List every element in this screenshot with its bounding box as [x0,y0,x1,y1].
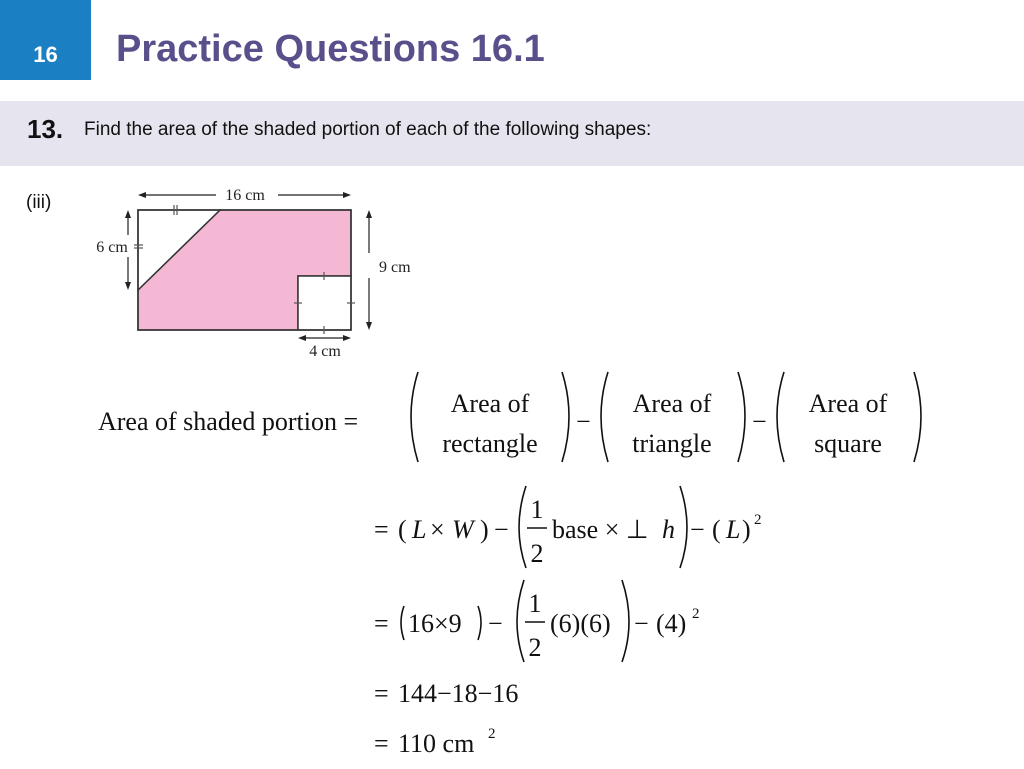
solution-line-3-svg [374,578,734,668]
solution-line-4 [374,672,634,717]
solution-line-2 [374,484,794,579]
minus-sign: − [690,515,705,544]
cutout-square [298,276,351,330]
var-h: h [662,515,675,544]
step3-expression: 144−18−16 [398,679,519,708]
triangle-expression: (6)(6) [550,609,611,638]
base-text: base × ⊥ [552,515,649,544]
minus-sign: − [576,407,591,436]
sq-open: ( [712,515,721,544]
var-L: L [726,515,741,544]
shape-diagram [88,183,428,368]
page-title: Practice Questions 16.1 [116,28,545,70]
equals-sign: = [374,609,389,638]
solution-line-5-svg [374,720,634,764]
minus-sign: − [752,407,767,436]
paren-open [601,372,608,462]
equals-sign: = [374,679,389,708]
exponent: 2 [754,512,762,528]
equals-sign: = [374,729,389,758]
term-rectangle-line2: rectangle [442,429,538,458]
final-answer: 110 cm [398,729,475,758]
rect-expression: 16×9 [408,609,462,638]
term-triangle-line2: triangle [632,429,712,458]
fraction-numerator: 1 [530,495,544,524]
paren-close [738,372,745,462]
equals-sign: = [374,515,389,544]
left-dimension-label: 6 cm [96,239,128,256]
chapter-tab [0,0,91,80]
question-text: Find the area of the shaded portion of each of the following shapes: [84,119,652,140]
question-number: 13. [27,114,64,144]
right-dimension-label: 9 cm [379,259,411,276]
var-W: W [452,515,474,544]
exponent: 2 [692,606,700,622]
minus-sign: − [488,609,503,638]
paren-close [622,580,629,662]
minus-sign: − [634,609,649,638]
fraction-numerator: 1 [528,589,542,618]
paren-close [478,606,481,640]
paren-open [411,372,418,462]
shape-figure [88,183,428,373]
paren-open [517,580,524,662]
paren-open [519,486,526,568]
bottom-dimension-label: 4 cm [309,343,341,360]
solution-line-5 [374,720,634,769]
solution-line-4-svg [374,672,634,712]
chapter-number: 16 [33,42,58,67]
bottom-dimension-arrow [298,335,351,341]
paren-close [562,372,569,462]
paren-close [914,372,921,462]
minus-sign: − [494,515,509,544]
solution-line-1-svg [98,368,938,468]
term-rectangle-line1: Area of [450,389,530,418]
term-square-line1: Area of [808,389,888,418]
solution-line-2-svg [374,484,794,574]
right-dimension-arrow [366,210,372,330]
times-sign: × [430,515,445,544]
var-L: L [412,515,427,544]
square-expression: (4) [656,609,687,638]
sq-close: ) [742,515,751,544]
fraction-denominator: 2 [528,633,542,662]
term-square-line2: square [814,429,882,458]
part-label: (iii) [26,192,52,213]
lhs-label: Area of shaded portion = [98,407,359,436]
solution-line-3 [374,578,734,673]
fraction-denominator: 2 [530,539,544,568]
term-triangle-line1: Area of [632,389,712,418]
exponent: 2 [488,726,496,742]
lw-open: ( [398,515,407,544]
paren-close [680,486,687,568]
paren-open [777,372,784,462]
solution-line-1 [98,368,938,473]
top-dimension-label: 16 cm [225,187,265,204]
paren-open [401,606,404,640]
lw-close: ) [480,515,489,544]
